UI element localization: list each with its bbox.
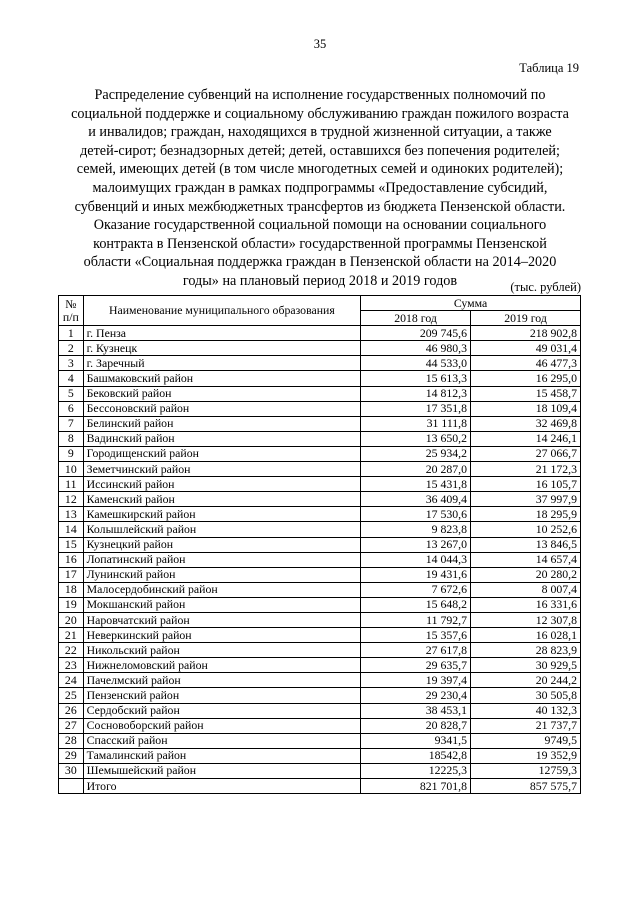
row-number: 2	[59, 341, 84, 356]
row-number: 15	[59, 537, 84, 552]
row-value-2019: 30 929,5	[471, 658, 581, 673]
row-value-2019: 16 295,0	[471, 371, 581, 386]
table-row	[59, 658, 581, 673]
row-value-2019: 32 469,8	[471, 416, 581, 431]
table-row	[59, 356, 581, 371]
row-value-2019: 46 477,3	[471, 356, 581, 371]
row-municipality: Неверкинский район	[83, 628, 360, 643]
row-municipality: Башмаковский район	[83, 371, 360, 386]
total-label: Итого	[83, 779, 360, 794]
subvention-table	[58, 295, 581, 794]
row-number: 30	[59, 763, 84, 778]
table-row	[59, 386, 581, 401]
column-header-name: Наименование муниципального образования	[83, 296, 360, 326]
column-header-number	[59, 296, 84, 326]
row-municipality: Каменский район	[83, 492, 360, 507]
row-value-2019: 13 846,5	[471, 537, 581, 552]
row-value-2018: 44 533,0	[361, 356, 471, 371]
row-municipality: Малосердобинский район	[83, 582, 360, 597]
table-row	[59, 492, 581, 507]
table-row-total	[59, 779, 581, 794]
table-row	[59, 733, 581, 748]
row-value-2019: 20 244,2	[471, 673, 581, 688]
row-number: 14	[59, 522, 84, 537]
table-row	[59, 552, 581, 567]
row-number: 8	[59, 431, 84, 446]
table-row	[59, 718, 581, 733]
row-value-2019: 27 066,7	[471, 446, 581, 461]
row-value-2019: 20 280,2	[471, 567, 581, 582]
row-value-2019: 12759,3	[471, 763, 581, 778]
row-municipality: Шемышейский район	[83, 763, 360, 778]
row-number: 9	[59, 446, 84, 461]
table-body	[59, 326, 581, 794]
row-value-2019: 18 109,4	[471, 401, 581, 416]
row-value-2018: 20 828,7	[361, 718, 471, 733]
row-number: 13	[59, 507, 84, 522]
row-number: 6	[59, 401, 84, 416]
row-value-2018: 17 530,6	[361, 507, 471, 522]
row-number: 19	[59, 597, 84, 612]
table-row	[59, 371, 581, 386]
table-label: Таблица 19	[519, 61, 579, 75]
row-value-2018: 25 934,2	[361, 446, 471, 461]
row-number: 28	[59, 733, 84, 748]
row-municipality: Колышлейский район	[83, 522, 360, 537]
row-number: 20	[59, 612, 84, 627]
row-value-2019: 49 031,4	[471, 341, 581, 356]
table-row	[59, 567, 581, 582]
column-header-number-line1: №	[65, 296, 77, 311]
row-municipality: Спасский район	[83, 733, 360, 748]
row-number: 5	[59, 386, 84, 401]
row-value-2019: 28 823,9	[471, 643, 581, 658]
units-label: (тыс. рублей)	[510, 280, 581, 294]
row-value-2019: 21 737,7	[471, 718, 581, 733]
table-row	[59, 673, 581, 688]
row-value-2018: 11 792,7	[361, 612, 471, 627]
row-number: 4	[59, 371, 84, 386]
row-value-2019: 40 132,3	[471, 703, 581, 718]
table-row	[59, 341, 581, 356]
row-municipality: Тамалинский район	[83, 748, 360, 763]
column-header-sum: Сумма	[361, 296, 581, 311]
row-value-2018: 19 397,4	[361, 673, 471, 688]
table-row	[59, 612, 581, 627]
row-number: 22	[59, 643, 84, 658]
row-value-2018: 29 635,7	[361, 658, 471, 673]
row-value-2018: 14 044,3	[361, 552, 471, 567]
row-value-2019: 15 458,7	[471, 386, 581, 401]
table-row	[59, 643, 581, 658]
row-municipality: Вадинский район	[83, 431, 360, 446]
table-row	[59, 582, 581, 597]
row-value-2019: 8 007,4	[471, 582, 581, 597]
table-row	[59, 537, 581, 552]
row-municipality: Бековский район	[83, 386, 360, 401]
row-number: 25	[59, 688, 84, 703]
row-value-2018: 19 431,6	[361, 567, 471, 582]
row-municipality: г. Пенза	[83, 326, 360, 341]
row-value-2018: 15 613,3	[361, 371, 471, 386]
row-value-2018: 46 980,3	[361, 341, 471, 356]
table-row	[59, 401, 581, 416]
row-number: 16	[59, 552, 84, 567]
row-municipality: Нижнеломовский район	[83, 658, 360, 673]
total-value-2019: 857 575,7	[471, 779, 581, 794]
row-value-2018: 12225,3	[361, 763, 471, 778]
row-number: 17	[59, 567, 84, 582]
row-municipality: Городищенский район	[83, 446, 360, 461]
row-value-2019: 18 295,9	[471, 507, 581, 522]
table-row	[59, 703, 581, 718]
table-row	[59, 477, 581, 492]
column-header-2019: 2019 год	[471, 311, 581, 326]
row-municipality: Лунинский район	[83, 567, 360, 582]
table-row	[59, 416, 581, 431]
row-municipality: Никольский район	[83, 643, 360, 658]
table-row	[59, 462, 581, 477]
row-number: 26	[59, 703, 84, 718]
row-value-2019: 14 657,4	[471, 552, 581, 567]
row-number: 12	[59, 492, 84, 507]
row-value-2018: 17 351,8	[361, 401, 471, 416]
row-value-2019: 10 252,6	[471, 522, 581, 537]
table-row	[59, 763, 581, 778]
column-header-number-line2: п/п	[62, 309, 79, 324]
row-value-2019: 16 028,1	[471, 628, 581, 643]
row-municipality: Сосновоборский район	[83, 718, 360, 733]
row-value-2019: 19 352,9	[471, 748, 581, 763]
row-value-2018: 18542,8	[361, 748, 471, 763]
row-value-2018: 20 287,0	[361, 462, 471, 477]
row-value-2019: 14 246,1	[471, 431, 581, 446]
row-municipality: Бессоновский район	[83, 401, 360, 416]
table-row	[59, 507, 581, 522]
row-value-2018: 14 812,3	[361, 386, 471, 401]
column-header-2018: 2018 год	[361, 311, 471, 326]
row-number: 7	[59, 416, 84, 431]
row-number: 24	[59, 673, 84, 688]
row-municipality: Иссинский район	[83, 477, 360, 492]
table-row	[59, 522, 581, 537]
table-row	[59, 748, 581, 763]
row-municipality: Пачелмский район	[83, 673, 360, 688]
row-value-2018: 15 648,2	[361, 597, 471, 612]
total-value-2018: 821 701,8	[361, 779, 471, 794]
row-municipality: Сердобский район	[83, 703, 360, 718]
row-value-2019: 16 105,7	[471, 477, 581, 492]
row-value-2018: 36 409,4	[361, 492, 471, 507]
row-value-2019: 30 505,8	[471, 688, 581, 703]
row-value-2019: 16 331,6	[471, 597, 581, 612]
row-value-2018: 13 267,0	[361, 537, 471, 552]
table-row	[59, 326, 581, 341]
table-row	[59, 628, 581, 643]
row-value-2018: 7 672,6	[361, 582, 471, 597]
row-municipality: г. Заречный	[83, 356, 360, 371]
table-row	[59, 446, 581, 461]
row-value-2018: 27 617,8	[361, 643, 471, 658]
row-municipality: Камешкирский район	[83, 507, 360, 522]
row-value-2018: 31 111,8	[361, 416, 471, 431]
row-number: 11	[59, 477, 84, 492]
row-value-2019: 21 172,3	[471, 462, 581, 477]
row-value-2018: 15 357,6	[361, 628, 471, 643]
row-number: 21	[59, 628, 84, 643]
row-municipality: Белинский район	[83, 416, 360, 431]
row-municipality: Наровчатский район	[83, 612, 360, 627]
table-row	[59, 597, 581, 612]
row-municipality: Пензенский район	[83, 688, 360, 703]
row-municipality: Кузнецкий район	[83, 537, 360, 552]
row-value-2018: 15 431,8	[361, 477, 471, 492]
row-municipality: г. Кузнецк	[83, 341, 360, 356]
row-number: 3	[59, 356, 84, 371]
row-value-2018: 9341,5	[361, 733, 471, 748]
table-row	[59, 688, 581, 703]
row-number: 10	[59, 462, 84, 477]
row-value-2018: 29 230,4	[361, 688, 471, 703]
row-municipality: Мокшанский район	[83, 597, 360, 612]
row-value-2018: 9 823,8	[361, 522, 471, 537]
row-value-2018: 209 745,6	[361, 326, 471, 341]
row-municipality: Лопатинский район	[83, 552, 360, 567]
table-row	[59, 431, 581, 446]
row-municipality: Земетчинский район	[83, 462, 360, 477]
row-value-2018: 38 453,1	[361, 703, 471, 718]
row-number: 18	[59, 582, 84, 597]
row-number: 27	[59, 718, 84, 733]
total-number	[59, 779, 84, 794]
row-number: 1	[59, 326, 84, 341]
row-number: 29	[59, 748, 84, 763]
row-number: 23	[59, 658, 84, 673]
page-number: 35	[313, 37, 327, 51]
row-value-2019: 37 997,9	[471, 492, 581, 507]
document-title: Распределение субвенций на исполнение государственных полномочий по социальной поддержке и социальному обслуживанию граждан пожилого возраста и инвалидов; граждан, находящихся в трудной жизненной ситуации, а также детей-сирот; безнадзорных детей; детей, оставшихся без попечения родителей; семей, имеющих детей (в том числе многодетных семей и одиноких родителей); малоимущих граждан в рамках подпрограммы «Предоставление субсидий, субвенций и иных межбюджетных трансфертов из бюджета Пензенской области. Оказание государственной социальной помощи на основании социального контракта в Пензенской области» государственной программы Пензенской области «Социальная поддержка граждан в Пензенской области на 2014–2020 годы» на плановый период 2018 и 2019 годов	[71, 87, 569, 289]
row-value-2018: 13 650,2	[361, 431, 471, 446]
row-value-2019: 9749,5	[471, 733, 581, 748]
row-value-2019: 218 902,8	[471, 326, 581, 341]
row-value-2019: 12 307,8	[471, 612, 581, 627]
